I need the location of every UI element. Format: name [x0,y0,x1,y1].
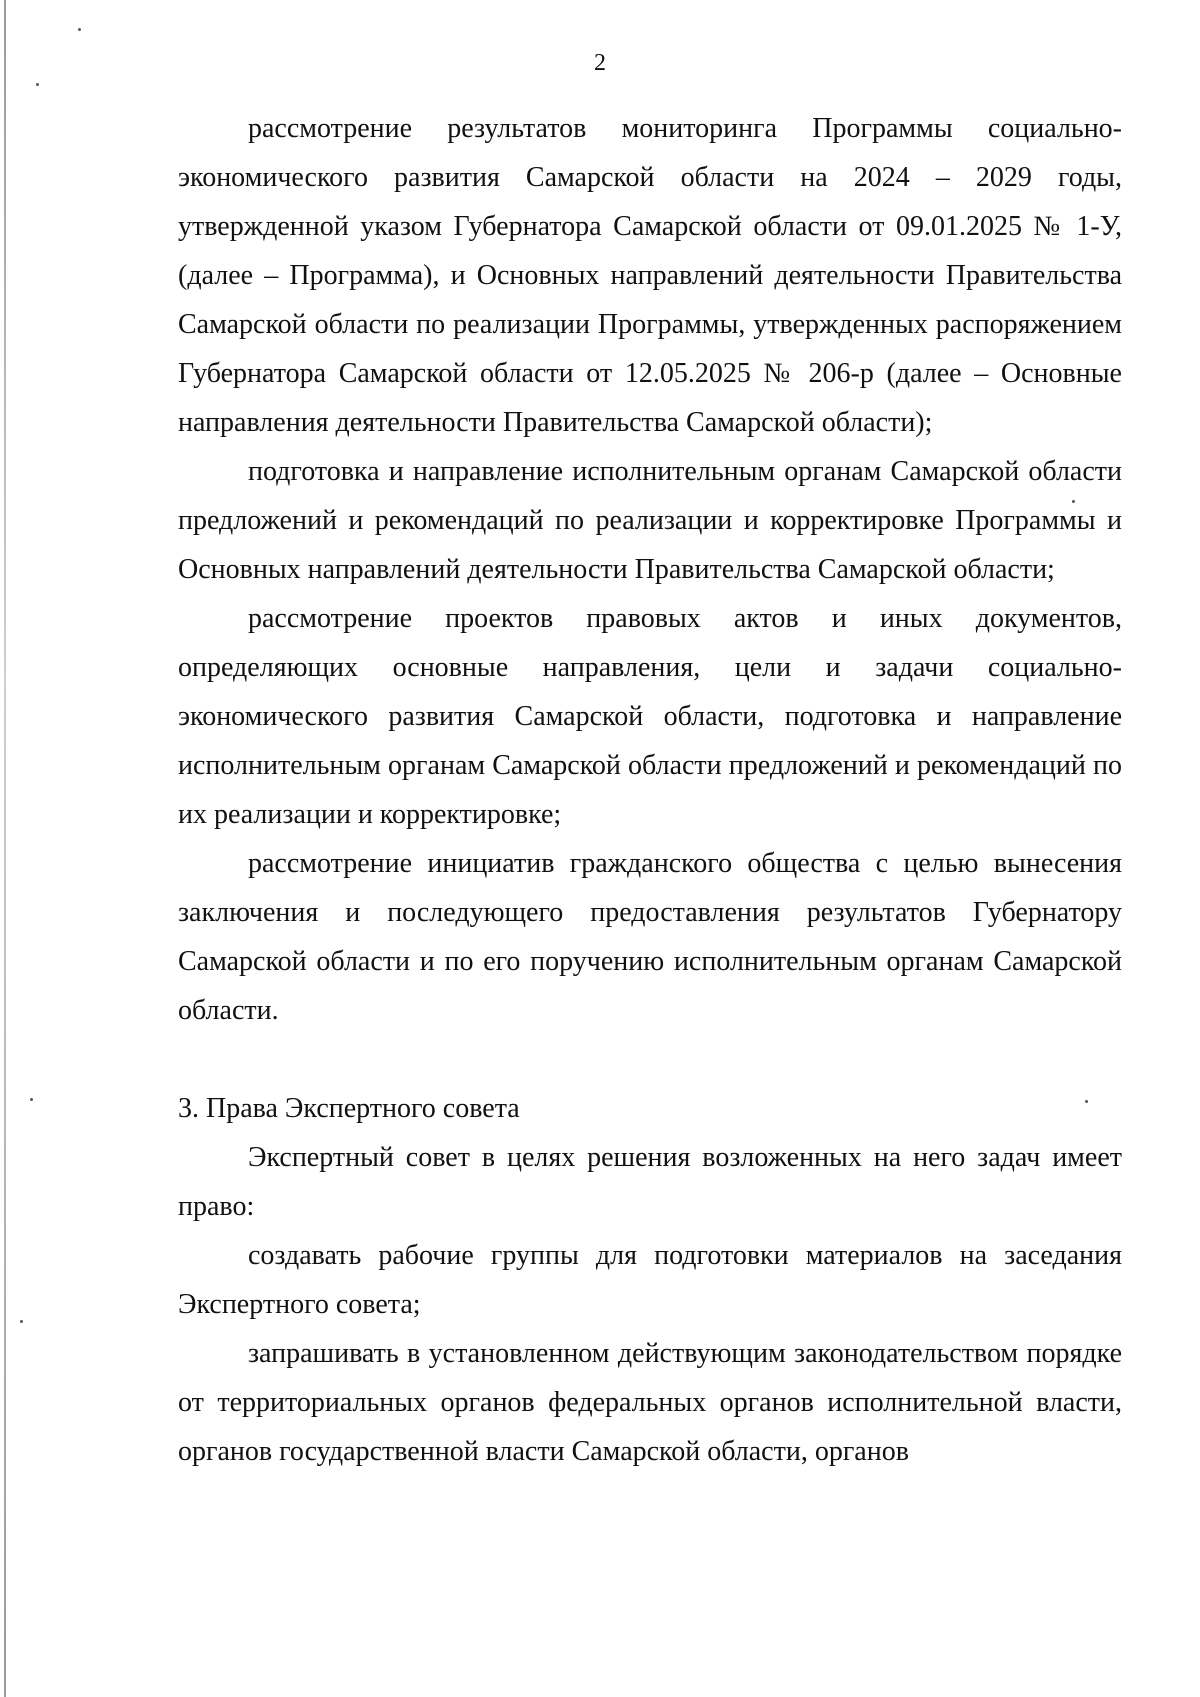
scan-speck [30,1098,33,1101]
paragraph-proposals: подготовка и направление исполнительным органам Самарской области предложений и рекомендаций по реализации и корректировке Программы и Основных направлений деятельности Правительства Самарской области; [178,456,1122,585]
scan-speck [20,1320,23,1323]
page-number: 2 [594,50,606,76]
scan-speck [36,83,39,86]
paragraph-monitoring: рассмотрение результатов мониторинга Программы социально-экономического развития Самарской области на 2024 – 2029 годы, утвержденной указом Губернатора Самарской области от 09.01.2025 № 1-У, (далее – Программа), и Основных направлений деятельности Правительства Самарской области по реализации Программы, утвержденных распоряжением Губернатора Самарской области от 12.05.2025 № 206-р (далее – Основные направления деятельности Правительства Самарской области); [178,113,1122,438]
paragraph-request-info: запрашивать в установленном действующим законодательством порядке от территориальных органов федеральных органов исполнительной власти, органов государственной власти Самарской области, органов [178,1338,1122,1467]
scan-left-edge [4,0,6,1697]
scan-speck [78,28,81,31]
paragraph-rights-intro: Экспертный совет в целях решения возложенных на него задач имеет право: [178,1142,1122,1222]
paragraph-working-groups: создавать рабочие группы для подготовки материалов на заседания Экспертного совета; [178,1240,1122,1320]
paragraph-draft-acts: рассмотрение проектов правовых актов и иных документов, определяющих основные направления, цели и задачи социально-экономического развития Самарской области, подготовка и направление исполнительным органам Самарской области предложений и рекомендаций по их реализации и корректировке; [178,603,1122,830]
section-heading: 3. Права Экспертного совета [178,1093,520,1124]
document-body [178,104,1122,1476]
paragraph-civil-initiatives: рассмотрение инициатив гражданского общества с целью вынесения заключения и последующего предоставления результатов Губернатору Самарской области и по его поручению исполнительным органам Самарской области. [178,848,1122,1026]
